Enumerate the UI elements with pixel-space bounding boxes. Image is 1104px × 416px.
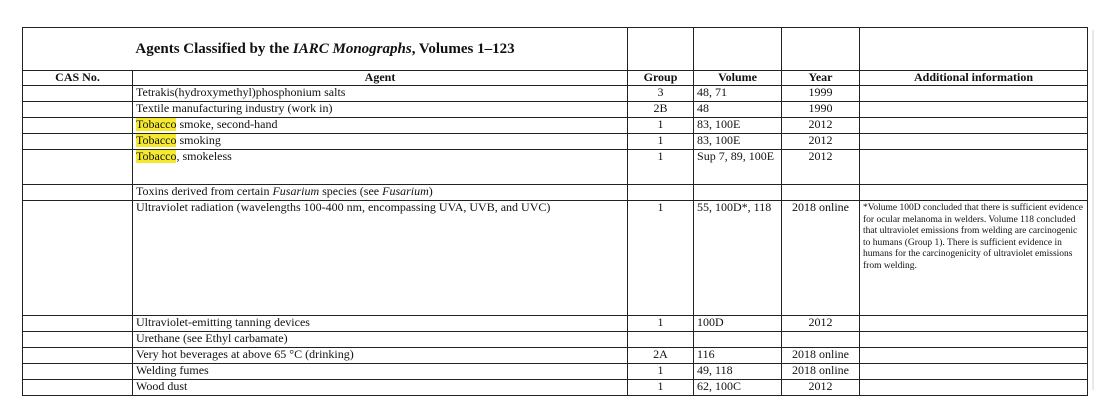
year-cell: 1990: [782, 102, 860, 118]
cas-cell: [23, 201, 133, 316]
agent-cell: [133, 332, 628, 348]
info-cell: [860, 348, 1088, 364]
group-cell: 1: [628, 118, 694, 134]
year-cell: 2012: [782, 316, 860, 332]
title-blank-cell: [782, 28, 860, 71]
info-cell: *Volume 100D concluded that there is sufficient evidence for ocular melanoma in welders. Volume 118 concluded that ultraviolet emissions from welding are carcinogenic to humans (Group 1). There is sufficient evidence in humans for the carcinogenicity of ultraviolet emissions from welding.: [860, 201, 1088, 316]
info-cell: [860, 332, 1088, 348]
group-cell: [628, 185, 694, 201]
header-year: Year: [782, 71, 860, 86]
year-cell: 2018 online: [782, 348, 860, 364]
table-row: [23, 185, 1088, 201]
agent-cell: [133, 134, 628, 150]
agent-cell: [133, 185, 628, 201]
info-cell: [860, 150, 1088, 185]
agent-cell: [133, 86, 628, 102]
agent-text: Ultraviolet-emitting tanning devices: [136, 315, 310, 329]
volume-cell: 83, 100E: [694, 118, 782, 134]
info-cell: [860, 316, 1088, 332]
info-cell: [860, 134, 1088, 150]
table-body: [23, 86, 1088, 396]
year-cell: [782, 185, 860, 201]
table-row: [23, 86, 1088, 102]
agent-text: Wood dust: [136, 379, 188, 393]
header-cas: CAS No.: [23, 71, 133, 86]
table-row: [23, 316, 1088, 332]
agent-text: Urethane (see Ethyl carbamate): [136, 331, 288, 345]
volume-cell: 100D: [694, 316, 782, 332]
title-blank-cell: [860, 28, 1088, 71]
agent-text: , smokeless: [176, 149, 232, 163]
header-row: [23, 71, 1088, 86]
agent-text: Tetrakis(hydroxymethyl)phosphonium salts: [136, 85, 346, 99]
agent-text: smoke, second-hand: [176, 117, 278, 131]
iarc-classification-table: [22, 27, 1088, 396]
cas-cell: [23, 185, 133, 201]
cas-cell: [23, 348, 133, 364]
table-row: [23, 201, 1088, 316]
volume-cell: [694, 332, 782, 348]
title-blank-cell: [694, 28, 782, 71]
info-cell: [860, 86, 1088, 102]
group-cell: 1: [628, 316, 694, 332]
table-row: [23, 380, 1088, 396]
agent-text: Welding fumes: [136, 363, 209, 377]
year-cell: 2018 online: [782, 364, 860, 380]
year-cell: 2018 online: [782, 201, 860, 316]
volume-cell: 48, 71: [694, 86, 782, 102]
group-cell: 1: [628, 134, 694, 150]
header-agent: Agent: [133, 71, 628, 86]
cas-cell: [23, 134, 133, 150]
info-cell: [860, 364, 1088, 380]
year-cell: 2012: [782, 150, 860, 185]
agent-cell: [133, 102, 628, 118]
group-cell: 2A: [628, 348, 694, 364]
agent-cell: [133, 316, 628, 332]
group-cell: 1: [628, 201, 694, 316]
agent-cell: [133, 201, 628, 316]
group-cell: 1: [628, 150, 694, 185]
volume-cell: 116: [694, 348, 782, 364]
title-blank-cell: [628, 28, 694, 71]
year-cell: 2012: [782, 118, 860, 134]
year-cell: 2012: [782, 134, 860, 150]
agent-cell: [133, 348, 628, 364]
table-row: [23, 348, 1088, 364]
cas-cell: [23, 86, 133, 102]
volume-cell: Sup 7, 89, 100E: [694, 150, 782, 185]
title-row: [23, 28, 1088, 71]
group-cell: 1: [628, 364, 694, 380]
table-row: [23, 118, 1088, 134]
agent-text: Textile manufacturing industry (work in): [136, 101, 333, 115]
cas-cell: [23, 118, 133, 134]
volume-cell: 83, 100E: [694, 134, 782, 150]
table-row: [23, 102, 1088, 118]
group-cell: 1: [628, 380, 694, 396]
year-cell: [782, 332, 860, 348]
volume-cell: 48: [694, 102, 782, 118]
cas-cell: [23, 364, 133, 380]
agent-text: smoking: [176, 133, 221, 147]
agent-cell: [133, 364, 628, 380]
search-highlight: Tobacco: [136, 117, 177, 131]
group-cell: 3: [628, 86, 694, 102]
cas-cell: [23, 150, 133, 185]
cas-cell: [23, 316, 133, 332]
search-highlight: Tobacco: [136, 149, 177, 163]
info-cell: [860, 118, 1088, 134]
info-cell: [860, 185, 1088, 201]
header-group: Group: [628, 71, 694, 86]
cas-cell: [23, 380, 133, 396]
group-cell: 2B: [628, 102, 694, 118]
table-row: [23, 134, 1088, 150]
agent-text: Toxins derived from certain Fusarium species (see Fusarium): [136, 184, 433, 198]
info-cell: [860, 102, 1088, 118]
table-row: [23, 364, 1088, 380]
volume-cell: 62, 100C: [694, 380, 782, 396]
cas-cell: [23, 332, 133, 348]
table-title: Agents Classified by the IARC Monographs, Volumes 1–123: [23, 28, 628, 71]
table-row: [23, 332, 1088, 348]
header-info: Additional information: [860, 71, 1088, 86]
volume-cell: 49, 118: [694, 364, 782, 380]
agent-cell: [133, 150, 628, 185]
cas-cell: [23, 102, 133, 118]
agent-cell: [133, 118, 628, 134]
table-row: [23, 150, 1088, 185]
agent-cell: [133, 380, 628, 396]
year-cell: 2012: [782, 380, 860, 396]
volume-cell: 55, 100D*, 118: [694, 201, 782, 316]
agent-text: Very hot beverages at above 65 °C (drinking): [136, 347, 354, 361]
agent-text: Ultraviolet radiation (wavelengths 100-400 nm, encompassing UVA, UVB, and UVC): [136, 200, 551, 214]
info-cell: [860, 380, 1088, 396]
group-cell: [628, 332, 694, 348]
volume-cell: [694, 185, 782, 201]
page-edge: [1092, 30, 1094, 390]
year-cell: 1999: [782, 86, 860, 102]
header-volume: Volume: [694, 71, 782, 86]
search-highlight: Tobacco: [136, 133, 177, 147]
